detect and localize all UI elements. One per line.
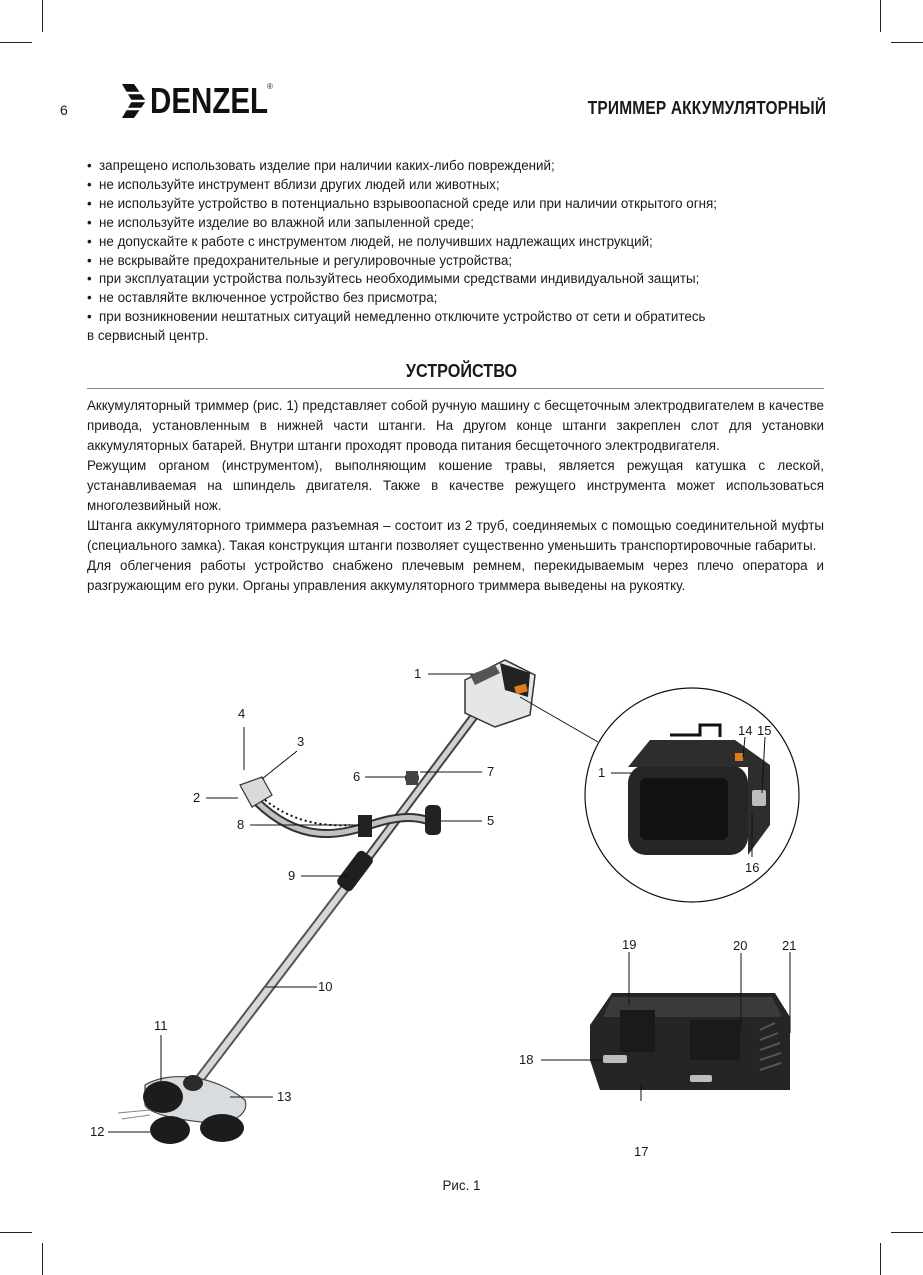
callout-label: 1 [598, 765, 606, 780]
brand-name: DENZEL [150, 80, 269, 121]
crop-mark [880, 0, 881, 32]
callout-label: 21 [782, 938, 797, 953]
crop-mark [42, 1243, 43, 1275]
section-divider [87, 388, 824, 389]
callout-label: 15 [757, 723, 772, 738]
list-item: • не вскрывайте предохранительные и регулировочные устройства; [87, 252, 827, 271]
trimmer-shaft [195, 715, 475, 1085]
callout-label: 11 [154, 1018, 168, 1033]
paragraph: Штанга аккумуляторного триммера разъемная – состоит из 2 труб, соединяемых с помощью соединительной муфты (специального замка). Такая конструкция штанги позволяет существенно уменьшить транспортировочные габариты. [87, 518, 824, 553]
callout-label: 5 [487, 813, 495, 828]
list-item: • при эксплуатации устройства пользуйтесь необходимыми средствами индивидуальной защиты; [87, 270, 827, 289]
callout-label: 6 [353, 769, 361, 784]
callout-label: 13 [277, 1089, 292, 1104]
callout-label: 8 [237, 817, 245, 832]
callout-label: 2 [193, 790, 201, 805]
callout-label: 1 [414, 666, 422, 681]
paragraph: Аккумуляторный триммер (рис. 1) представляет собой ручную машину с бесщеточным электродвигателем в качестве привода, установленным в нижней части штанги. На другом конце штанги закреплен слот для установки аккумуляторных батарей. Внутри штанги проходят провода питания бесщеточного электродвигателя. [87, 398, 824, 453]
crop-mark [880, 1243, 881, 1275]
callout-label: 19 [622, 937, 637, 952]
denzel-chevron-icon [120, 80, 150, 122]
paragraph: Для облегчения работы устройство снабжено плечевым ремнем, перекидываемым через плечо оператора и разгружающим его руки. Органы управления аккумуляторного триммера выведены на рукоятку. [87, 558, 824, 593]
section-body [87, 396, 824, 596]
crop-mark [0, 42, 32, 43]
crop-mark [0, 1232, 32, 1233]
list-item: • не используйте инструмент вблизи других людей или животных; [87, 176, 827, 195]
list-item: • запрещено использовать изделие при наличии каких-либо повреждений; [87, 157, 827, 176]
list-item: • не допускайте к работе с инструментом людей, не получивших надлежащих инструкций; [87, 233, 827, 252]
crop-mark [891, 1232, 923, 1233]
callout-label: 10 [318, 979, 333, 994]
section-title: УСТРОЙСТВО [405, 361, 518, 381]
callout-label: 3 [297, 734, 305, 749]
list-item: • при возникновении нештатных ситуаций немедленно отключите устройство от сети и обратитесь [87, 308, 827, 327]
figure-caption: Рис. 1 [442, 1178, 481, 1193]
callout-label: 17 [634, 1144, 649, 1159]
callout-label: 14 [738, 723, 753, 738]
registered-mark: ® [267, 82, 273, 91]
header-title: ТРИММЕР АККУМУЛЯТОРНЫЙ [587, 98, 826, 118]
callout-label: 12 [90, 1124, 105, 1139]
safety-list [87, 157, 827, 327]
cutting-head [118, 1075, 246, 1144]
page-number: 6 [60, 102, 68, 118]
callout-label: 9 [288, 868, 296, 883]
crop-mark [42, 0, 43, 32]
list-item: • не используйте изделие во влажной или запыленной среде; [87, 214, 827, 233]
crop-mark [891, 42, 923, 43]
callout-label: 20 [733, 938, 748, 953]
device-illustration [0, 645, 923, 1175]
battery-holder [465, 660, 535, 727]
callout-label: 16 [745, 860, 760, 875]
paragraph: Режущим органом (инструментом), выполняющим кошение травы, является режущая катушка с леской, устанавливаемая на шпиндель двигателя. Также в качестве режущего инструмента может использоваться многолезвийный нож. [87, 458, 824, 513]
callout-label: 4 [238, 706, 246, 721]
callout-label: 7 [487, 764, 495, 779]
list-item: • не оставляйте включенное устройство без присмотра; [87, 289, 827, 308]
charger [590, 993, 790, 1090]
brand-logo [120, 80, 273, 122]
list-item-continuation: в сервисный центр. [87, 328, 209, 343]
list-item: • не используйте устройство в потенциально взрывоопасной среде или при наличии открытого огня; [87, 195, 827, 214]
figure-1 [0, 645, 923, 1175]
callout-label: 18 [519, 1052, 534, 1067]
